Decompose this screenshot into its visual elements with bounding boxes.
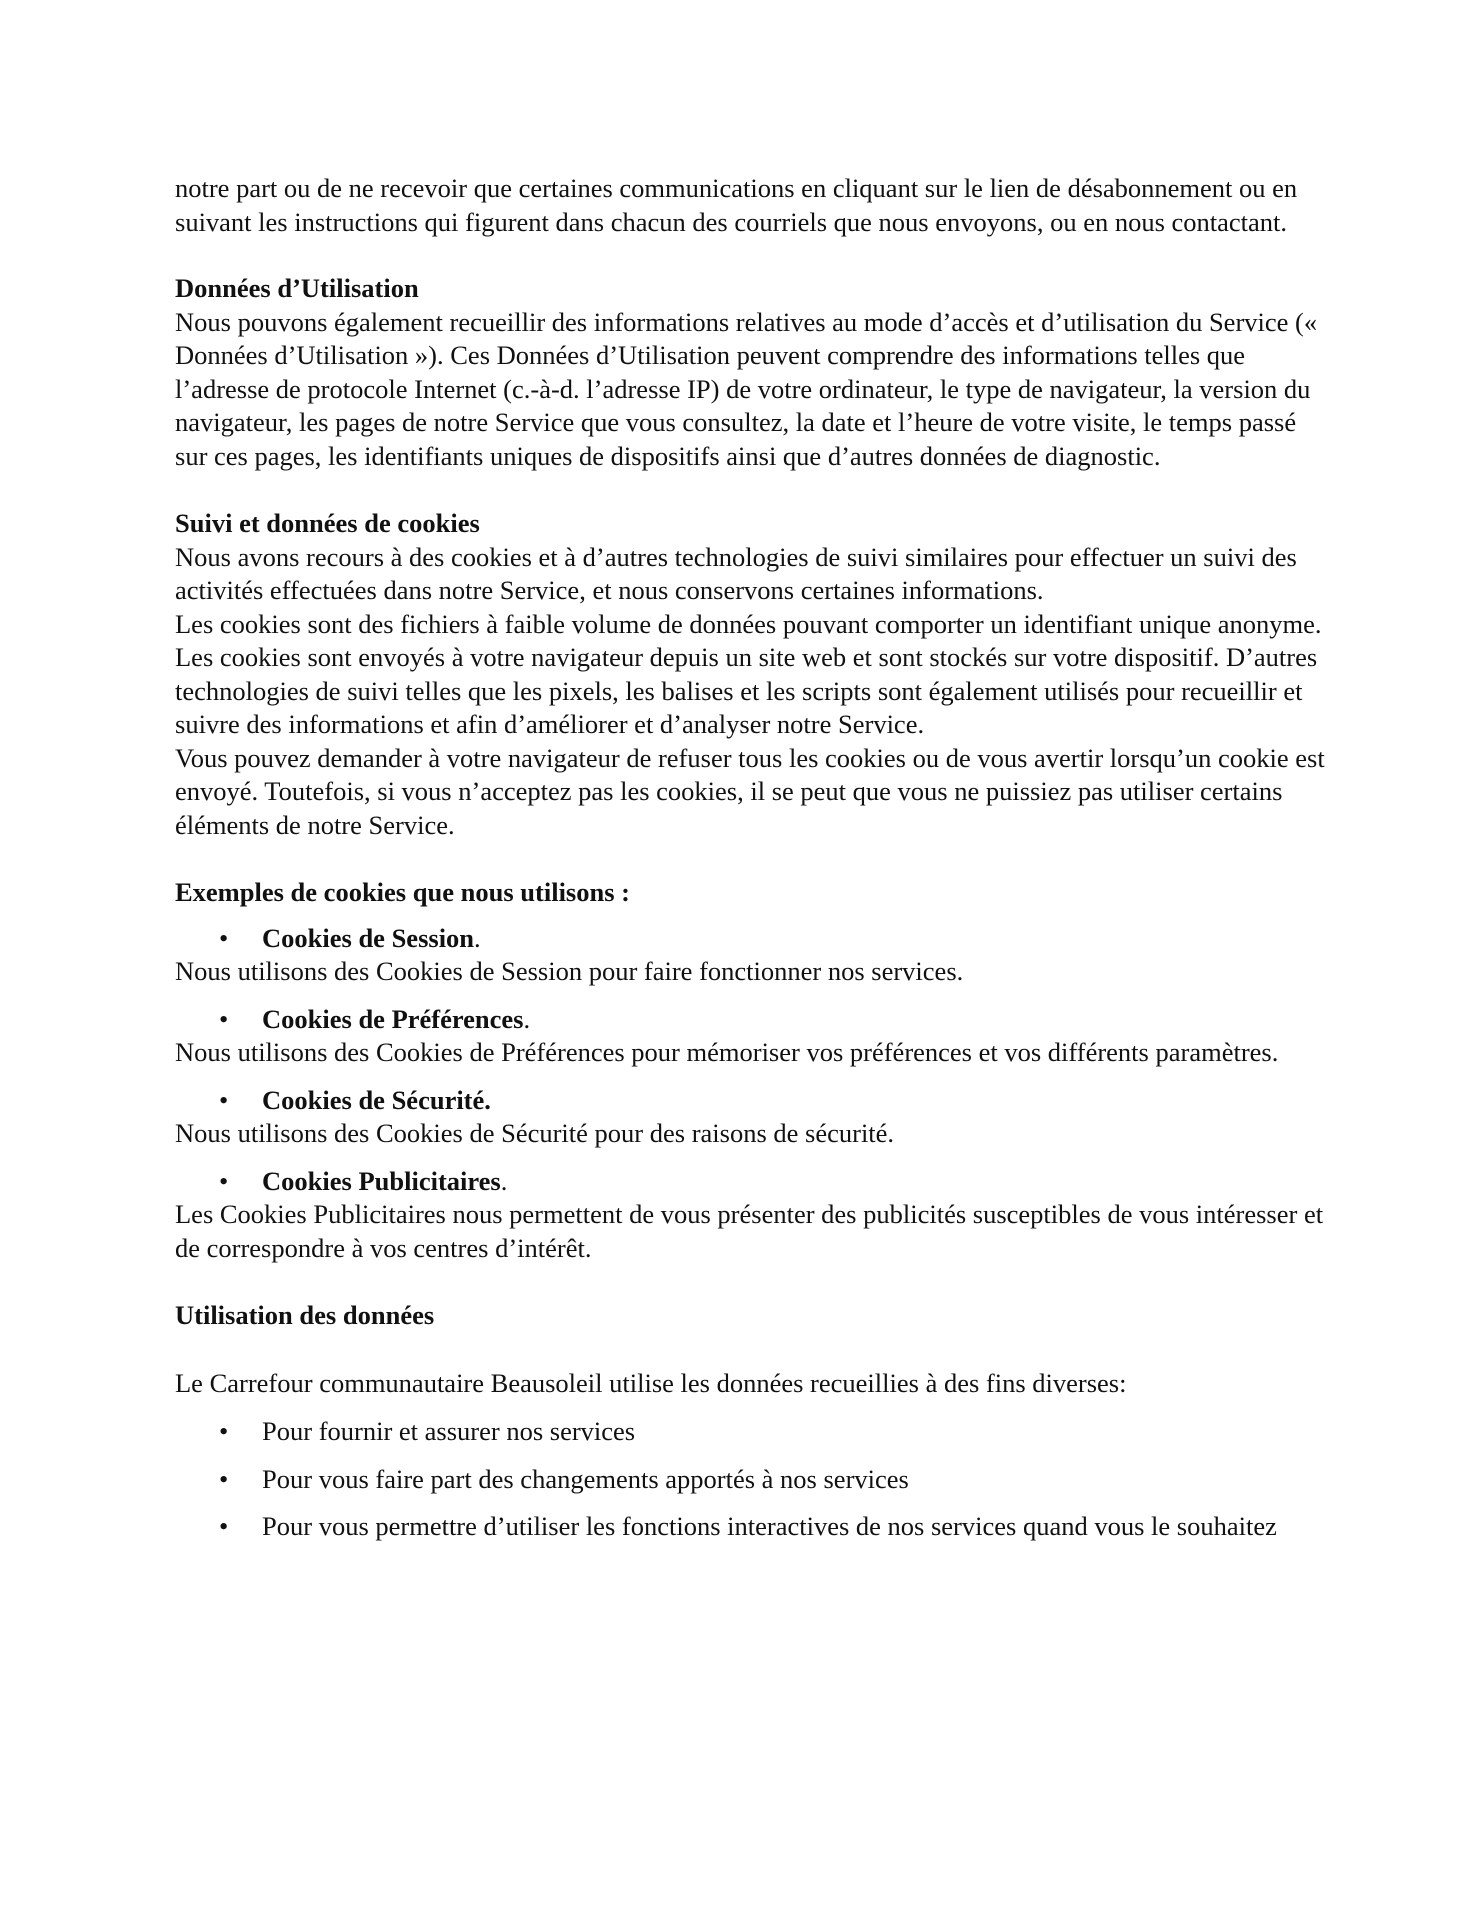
document-page bbox=[175, 172, 1325, 1551]
cookie-type-title: Cookies Publicitaires bbox=[262, 1165, 501, 1196]
tracking-paragraph-2: Les cookies sont des fichiers à faible volume de données pouvant comporter un identifiant unique anonyme. Les cookies sont envoyés à votre navigateur depuis un site web et sont stockés sur votre dispositif. D’autres technologies de suivi telles que les pixels, les balises et les scripts sont également utilisés pour recueillir et suivre des informations et afin d’améliorer et d’analyser notre Service. bbox=[175, 608, 1322, 739]
intro-paragraph: notre part ou de ne recevoir que certaines communications en cliquant sur le lien de désabonnement ou en suivant les instructions qui figurent dans chacun des courriels que nous envoyons, ou en nous contactant. bbox=[175, 173, 1298, 237]
cookie-examples-list bbox=[175, 922, 1325, 1266]
bullet-icon: • bbox=[219, 1416, 229, 1446]
bullet-icon: • bbox=[219, 922, 229, 953]
usage-data-heading: Données d’Utilisation bbox=[175, 273, 419, 303]
cookie-type-description: Les Cookies Publicitaires nous permettent de vous présenter des publicités susceptibles de vous intéresser et de correspondre à vos centres d’intérêt. bbox=[175, 1199, 1324, 1263]
list-item: • Cookies de Session. bbox=[175, 922, 1325, 956]
list-item bbox=[175, 1084, 1325, 1118]
tracking-heading: Suivi et données de cookies bbox=[175, 508, 480, 538]
list-item: • Pour vous permettre d’utiliser les fonctions interactives de nos services quand vous le souhaitez bbox=[175, 1503, 1325, 1551]
tracking-paragraph-3: Vous pouvez demander à votre navigateur de refuser tous les cookies ou de vous avertir lorsqu’un cookie est envoyé. Toutefois, si vous n’acceptez pas les cookies, il se peut que vous ne puissiez pas utiliser certains éléments de notre Service. bbox=[175, 742, 1325, 840]
data-use-list bbox=[175, 1408, 1325, 1551]
data-use-heading: Utilisation des données bbox=[175, 1300, 435, 1330]
bullet-icon: • bbox=[219, 1084, 229, 1115]
cookie-examples-heading: Exemples de cookies que nous utilisons : bbox=[175, 877, 630, 907]
cookie-type-title: Cookies de Sécurité. bbox=[262, 1084, 491, 1115]
tracking-paragraph-1: Nous avons recours à des cookies et à d’autres technologies de suivi similaires pour effectuer un suivi des activités effectuées dans notre Service, et nous conservons certaines informations. bbox=[175, 541, 1297, 605]
list-item: • Pour vous faire part des changements apportés à nos services bbox=[175, 1456, 1325, 1504]
bullet-icon: • bbox=[219, 1463, 229, 1494]
cookie-type-description: Nous utilisons des Cookies de Session pour faire fonctionner nos services. bbox=[175, 956, 964, 986]
cookie-type-description: Nous utilisons des Cookies de Sécurité pour des raisons de sécurité. bbox=[175, 1118, 895, 1148]
list-item: • Cookies Publicitaires. bbox=[175, 1165, 1325, 1199]
list-item: • Pour fournir et assurer nos services bbox=[175, 1408, 1325, 1456]
usage-data-paragraph: Nous pouvons également recueillir des informations relatives au mode d’accès et d’utilisation du Service (« Données d’Utilisation »). Ces Données d’Utilisation peuvent comprendre des informations telles que l’adresse de protocole Internet (c.-à-d. l’adresse IP) de votre ordinateur, le type de navigateur, la version du navigateur, les pages de notre Service que vous consultez, la date et l’heure de votre visite, le temps passé sur ces pages, les identifiants uniques de dispositifs ainsi que d’autres données de diagnostic. bbox=[175, 306, 1318, 471]
cookie-type-title: Cookies de Préférences bbox=[262, 1003, 524, 1034]
bullet-icon: • bbox=[219, 1003, 229, 1034]
bullet-icon: • bbox=[219, 1165, 229, 1196]
bullet-icon: • bbox=[219, 1511, 229, 1541]
list-item: • Cookies de Préférences. bbox=[175, 1003, 1325, 1037]
data-use-intro: Le Carrefour communautaire Beausoleil utilise les données recueillies à des fins diverses: bbox=[175, 1367, 1127, 1398]
cookie-type-description: Nous utilisons des Cookies de Préférences pour mémoriser vos préférences et vos différents paramètres. bbox=[175, 1037, 1279, 1067]
cookie-type-title: Cookies de Session bbox=[262, 922, 475, 953]
